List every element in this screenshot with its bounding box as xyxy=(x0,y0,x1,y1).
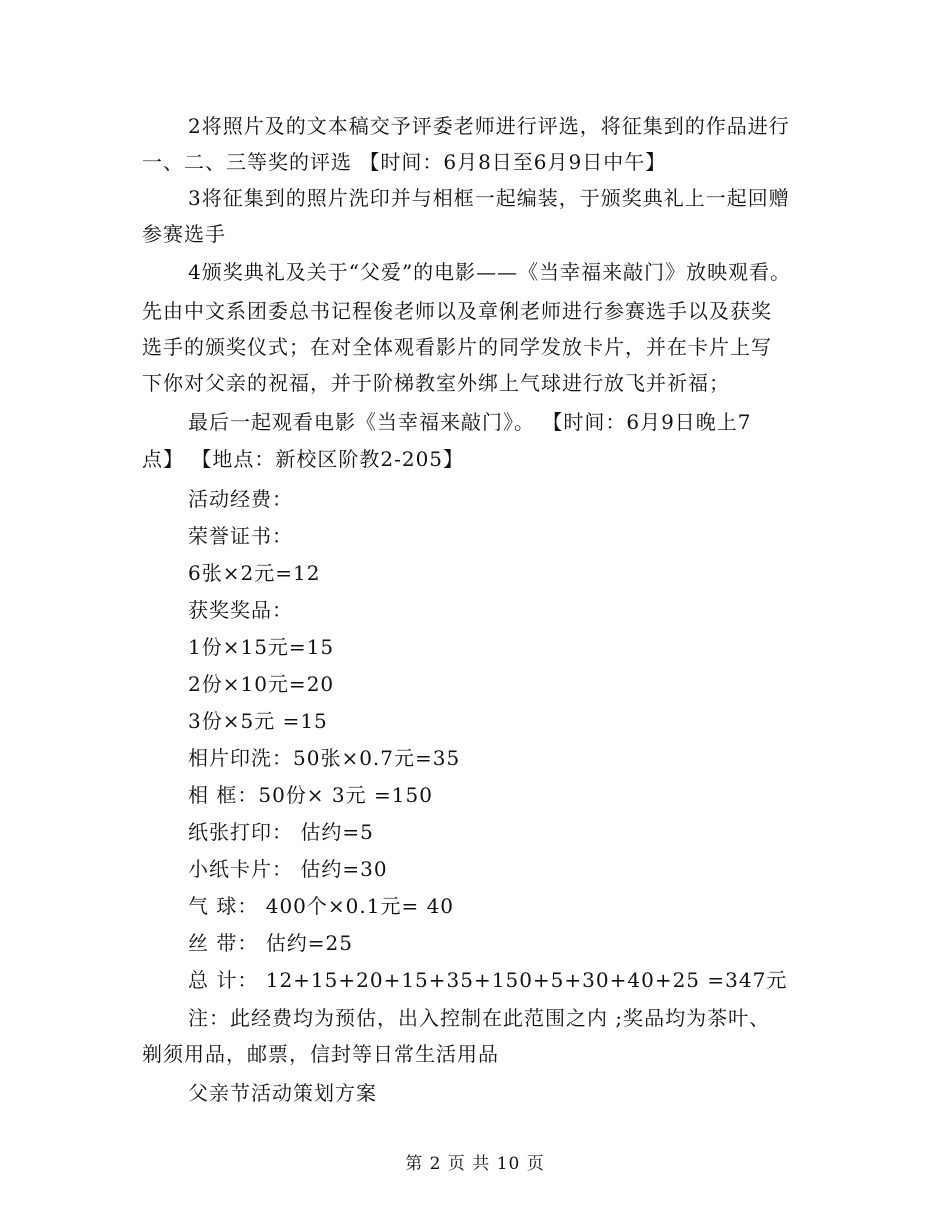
paragraph-line: 参赛选手 xyxy=(142,222,226,246)
budget-item: 3份×5元 =15 xyxy=(188,709,328,733)
budget-item: 丝 带： 估约=25 xyxy=(188,931,353,955)
budget-item: 相片印洗：50张×0.7元=35 xyxy=(188,746,461,770)
budget-item: 荣誉证书： xyxy=(188,524,293,548)
budget-item: 气 球： 400个×0.1元= 40 xyxy=(188,894,455,918)
paragraph-line: 选手的颁奖仪式；在对全体观看影片的同学发放卡片，并在卡片上写 xyxy=(142,335,772,359)
budget-item: 2份×10元=20 xyxy=(188,672,335,696)
budget-item: 纸张打印： 估约=5 xyxy=(188,820,374,844)
paragraph-line: 3将征集到的照片洗印并与相框一起编装，于颁奖典礼上一起回赠 xyxy=(188,186,790,210)
budget-total: 总 计： 12+15+20+15+35+150+5+30+40+25 =347元 xyxy=(188,968,788,992)
budget-item: 获奖奖品： xyxy=(188,598,293,622)
paragraph-line: 2将照片及的文本稿交予评委老师进行评选，将征集到的作品进行 xyxy=(188,114,790,138)
budget-item: 相 框：50份× 3元 =150 xyxy=(188,783,433,807)
note-line: 注：此经费均为预估，出入控制在此范围之内 ;奖品均为茶叶、 xyxy=(188,1006,771,1030)
document-title-line: 父亲节活动策划方案 xyxy=(188,1081,377,1105)
paragraph-line: 4颁奖典礼及关于“父爱”的电影——《当幸福来敲门》放映观看。 xyxy=(188,260,792,284)
paragraph-line: 最后一起观看电影《当幸福来敲门》。 【时间：6月9日晚上7 xyxy=(188,410,752,434)
page-footer: 第 2 页 共 10 页 xyxy=(405,1154,545,1174)
budget-item: 1份×15元=15 xyxy=(188,635,335,659)
paragraph-line: 先由中文系团委总书记程俊老师以及章俐老师进行参赛选手以及获奖 xyxy=(142,299,772,323)
paragraph-line: 点】 【地点：新校区阶教2-205】 xyxy=(142,447,465,471)
section-heading: 活动经费： xyxy=(188,487,293,511)
paragraph-line: 一、二、三等奖的评选 【时间：6月8日至6月9日中午】 xyxy=(142,150,667,174)
paragraph-line: 下你对父亲的祝福，并于阶梯教室外绑上气球进行放飞并祈福； xyxy=(142,371,730,395)
note-line: 剃须用品，邮票，信封等日常生活用品 xyxy=(142,1042,499,1066)
budget-item: 6张×2元=12 xyxy=(188,561,321,585)
budget-item: 小纸卡片： 估约=30 xyxy=(188,857,388,881)
